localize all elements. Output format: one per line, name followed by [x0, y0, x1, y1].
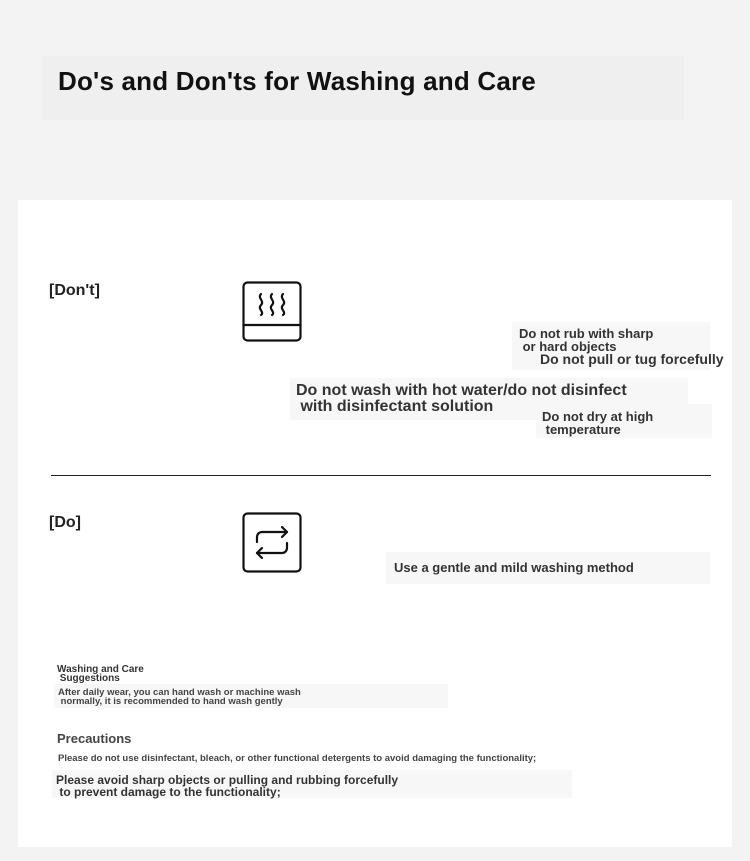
precaution-item-2-line1: Please avoid sharp objects or pulling and rubbing forcefully: [56, 773, 399, 787]
suggestions-title-line1: Washing and Care: [57, 664, 144, 675]
section-divider: [51, 475, 711, 476]
rub-label-line1: Do not rub with sharp: [519, 326, 654, 341]
dry-label-line2: temperature: [542, 422, 621, 437]
dont-tag: [Don't]: [49, 282, 100, 299]
do-tag: [Do]: [49, 514, 81, 531]
rub-label-line2: or hard objects: [519, 339, 617, 354]
precautions-heading: Precautions: [57, 731, 132, 746]
suggestions-title-line2: Suggestions: [57, 673, 120, 684]
suggestions-text-line2: normally, it is recommended to hand wash gently: [58, 696, 283, 707]
hot-water-icon: [242, 281, 302, 342]
hot-water-label-line2: with disinfectant solution: [296, 398, 494, 415]
page-title: Do's and Don'ts for Washing and Care: [58, 66, 536, 96]
pull-label: Do not pull or tug forcefully: [540, 351, 724, 367]
gentle-cycle-icon: [242, 512, 302, 573]
hot-water-label-line1: Do not wash with hot water/do not disinfect: [296, 382, 627, 399]
precaution-item-1: Please do not use disinfectant, bleach, or other functional detergents to avoid damaging the functionality;: [58, 753, 537, 764]
suggestions-text-line1: After daily wear, you can hand wash or machine wash: [58, 687, 301, 698]
dry-label-line1: Do not dry at high: [542, 409, 654, 424]
care-card: [18, 200, 732, 847]
precaution-item-2-line2: to prevent damage to the functionality;: [56, 785, 281, 799]
do-label: Use a gentle and mild washing method: [394, 560, 634, 575]
